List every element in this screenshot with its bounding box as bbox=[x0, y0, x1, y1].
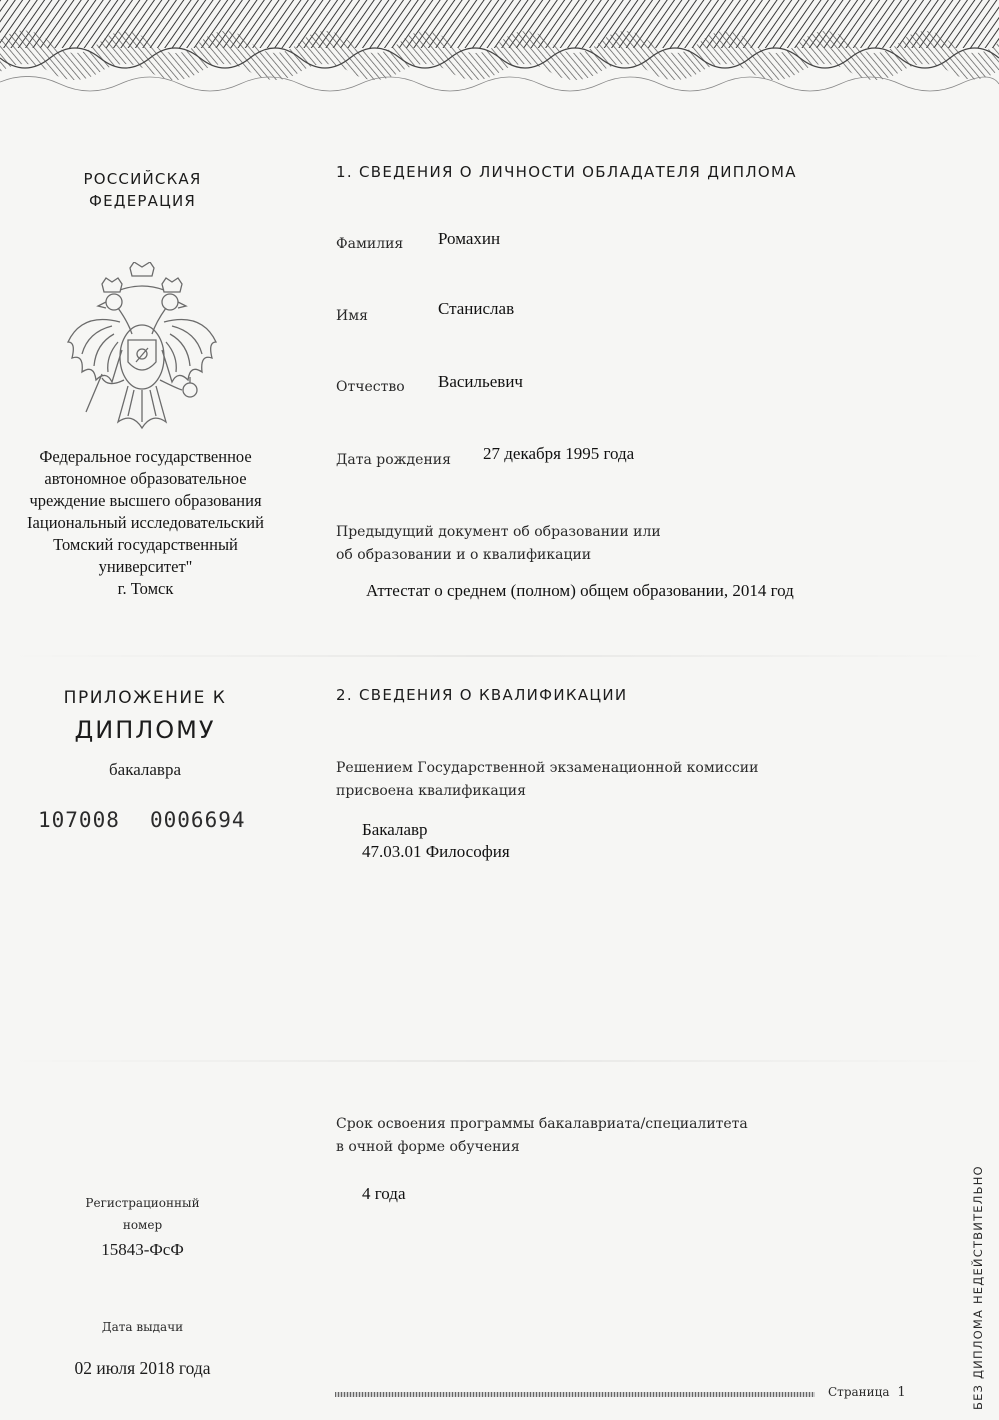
country-name bbox=[60, 168, 225, 212]
issue-date-label: Дата выдачи bbox=[101, 1320, 184, 1334]
institution-name bbox=[8, 446, 283, 600]
previous-document-label-line-1: Предыдущий документ об образовании или bbox=[336, 524, 661, 540]
page-number: 1 bbox=[897, 1385, 906, 1400]
birth-date-label: Дата рождения bbox=[336, 452, 451, 468]
previous-document-label-line-2: об образовании и о квалификации bbox=[336, 547, 592, 563]
guilloche-border bbox=[0, 0, 999, 95]
section-1-title: 1. СВЕДЕНИЯ О ЛИЧНОСТИ ОБЛАДАТЕЛЯ ДИПЛОМА bbox=[336, 163, 797, 181]
name-value: Станислав bbox=[438, 299, 515, 318]
institution-line-6: университет" bbox=[98, 557, 193, 576]
surname-value: Ромахин bbox=[438, 229, 501, 248]
commission-decision bbox=[336, 757, 758, 803]
institution-line-3: чреждение высшего образования bbox=[29, 491, 262, 510]
page-label bbox=[828, 1385, 906, 1400]
coat-of-arms-icon bbox=[62, 262, 222, 432]
footer-rule bbox=[335, 1392, 815, 1397]
registration-label bbox=[60, 1192, 225, 1236]
qualification-value: Бакалавр bbox=[362, 820, 428, 839]
name-label: Имя bbox=[336, 308, 368, 324]
commission-decision-line-2: присвоена квалификация bbox=[336, 783, 526, 799]
patronymic-value: Васильевич bbox=[438, 372, 523, 391]
issue-date: 02 июля 2018 года bbox=[74, 1358, 211, 1378]
document-serial: 107008 bbox=[38, 808, 120, 832]
invalid-without-diploma-note: БЕЗ ДИПЛОМА НЕДЕЙСТВИТЕЛЬНО bbox=[971, 1165, 985, 1410]
registration-label-line-2: номер bbox=[122, 1218, 163, 1232]
study-term-label-line-2: в очной форме обучения bbox=[336, 1139, 520, 1155]
commission-decision-line-1: Решением Государственной экзаменационной комиссии bbox=[336, 760, 759, 776]
previous-document-value: Аттестат о среднем (полном) общем образовании, 2014 год bbox=[366, 581, 794, 600]
country-line-2: ФЕДЕРАЦИЯ bbox=[89, 192, 196, 210]
registration-number: 15843-ФсФ bbox=[101, 1240, 184, 1259]
study-term-label-line-1: Срок освоения программы бакалавриата/специалитета bbox=[336, 1116, 748, 1132]
country-line-1: РОССИЙСКАЯ bbox=[83, 170, 202, 188]
surname-label: Фамилия bbox=[336, 236, 404, 252]
document-number: 0006694 bbox=[150, 808, 246, 832]
study-term-label bbox=[336, 1113, 748, 1159]
birth-date-value: 27 декабря 1995 года bbox=[483, 444, 635, 463]
appendix-title-line-2: ДИПЛОМУ bbox=[74, 716, 216, 744]
institution-line-7: г. Томск bbox=[117, 579, 174, 598]
institution-line-1: Федеральное государственное bbox=[39, 447, 252, 466]
registration-label-line-1: Регистрационный bbox=[85, 1196, 200, 1210]
appendix-title-line-1: ПРИЛОЖЕНИЕ К bbox=[63, 688, 227, 708]
previous-document-label bbox=[336, 521, 661, 567]
page-label-text: Страница bbox=[828, 1385, 890, 1399]
specialty-value: 47.03.01 Философия bbox=[362, 842, 510, 861]
institution-line-4: Iациональный исследовательский bbox=[27, 513, 264, 532]
section-2-title: 2. СВЕДЕНИЯ О КВАЛИФИКАЦИИ bbox=[336, 686, 628, 704]
study-term-value: 4 года bbox=[362, 1184, 406, 1203]
institution-line-2: автономное образовательное bbox=[44, 469, 247, 488]
patronymic-label: Отчество bbox=[336, 379, 405, 395]
institution-line-5: Томский государственный bbox=[53, 535, 238, 554]
degree-level: бакалавра bbox=[109, 760, 181, 779]
